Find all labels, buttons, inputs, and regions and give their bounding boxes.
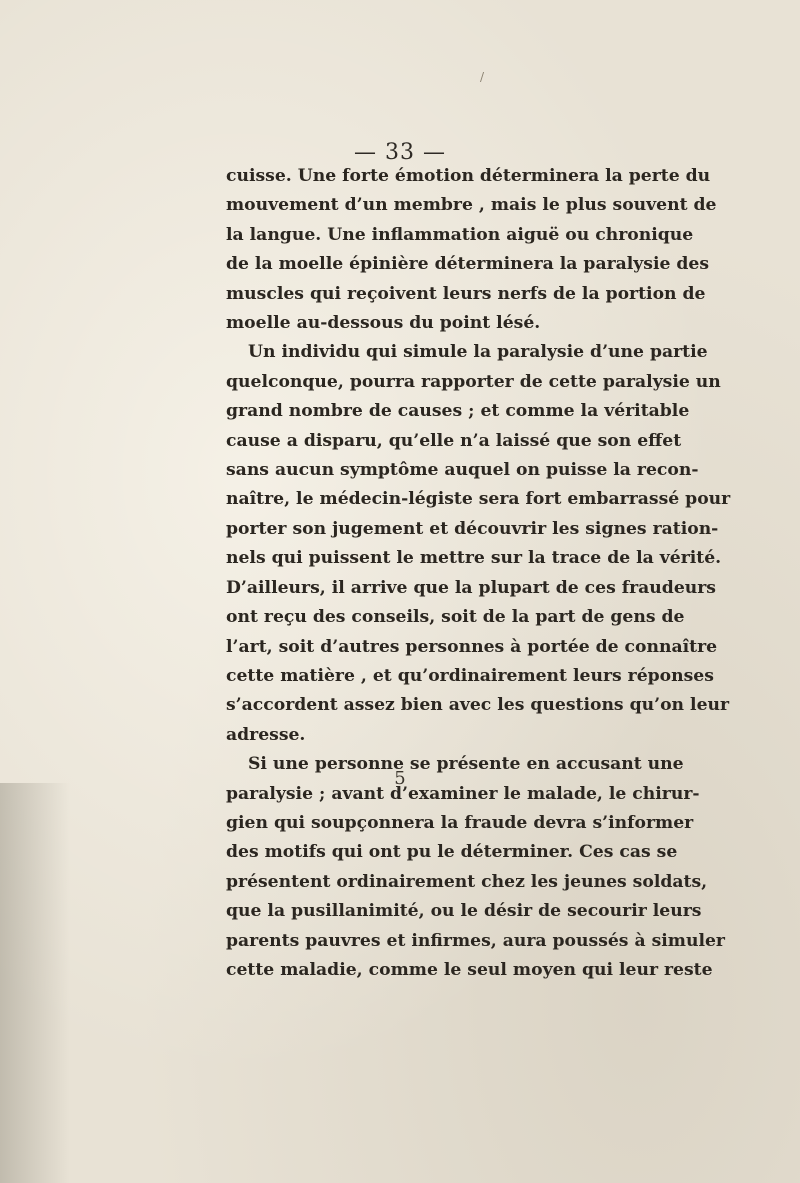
text-line: cette matière , et qu’ordinairement leurs réponses bbox=[226, 665, 714, 686]
text-line: moelle au-dessous du point lésé. bbox=[226, 313, 541, 334]
text-line: porter son jugement et découvrir les signes ration- bbox=[226, 518, 719, 539]
text-line: sans aucun symptôme auquel on puisse la recon- bbox=[226, 460, 699, 481]
text-line: cuisse. Une forte émotion déterminera la perte du bbox=[226, 166, 711, 186]
text-line: que la pusillanimité, ou le désir de secourir leurs bbox=[226, 901, 702, 922]
text-line: grand nombre de causes ; et comme la véritable bbox=[226, 401, 690, 422]
signature-mark: 5 bbox=[394, 768, 406, 789]
text-line: D’ailleurs, il arrive que la plupart de ces fraudeurs bbox=[226, 577, 716, 598]
text-line: Si une personne se présente en accusant une bbox=[248, 754, 684, 775]
text-line: parents pauvres et infirmes, aura poussés à simuler bbox=[226, 930, 725, 951]
text-line: Un individu qui simule la paralysie d’une partie bbox=[248, 342, 708, 363]
text-line: mouvement d’un membre , mais le plus souvent de bbox=[226, 195, 717, 216]
text-line: la langue. Une inflammation aiguë ou chronique bbox=[226, 224, 694, 245]
body-text bbox=[226, 162, 731, 985]
text-line: muscles qui reçoivent leurs nerfs de la portion de bbox=[226, 283, 706, 304]
text-line: l’art, soit d’autres personnes à portée de connaître bbox=[226, 636, 718, 657]
text-line: nels qui puissent le mettre sur la trace de la vérité. bbox=[226, 548, 722, 569]
text-line: paralysie ; avant d’examiner le malade, le chirur- bbox=[226, 783, 700, 804]
page-shadow bbox=[0, 783, 70, 1183]
text-line: quelconque, pourra rapporter de cette paralysie un bbox=[226, 371, 721, 392]
text-line: adresse. bbox=[226, 724, 306, 745]
text-line: naître, le médecin-légiste sera fort embarrassé pour bbox=[226, 489, 731, 510]
text-line: cette maladie, comme le seul moyen qui leur reste bbox=[226, 959, 713, 980]
text-line: des motifs qui ont pu le déterminer. Ces cas se bbox=[226, 842, 678, 863]
text-line: cause a disparu, qu’elle n’a laissé que son effet bbox=[226, 430, 682, 451]
page-number-header: — 33 — bbox=[354, 140, 446, 165]
text-line: s’accordent assez bien avec les questions qu’on leur bbox=[226, 695, 730, 716]
margin-mark: / bbox=[480, 70, 485, 84]
text-line: ont reçu des conseils, soit de la part de gens de bbox=[226, 607, 685, 628]
text-line: présentent ordinairement chez les jeunes soldats, bbox=[226, 871, 708, 892]
text-line: de la moelle épinière déterminera la paralysie des bbox=[226, 254, 710, 275]
text-line: gien qui soupçonnera la fraude devra s’informer bbox=[226, 812, 694, 833]
